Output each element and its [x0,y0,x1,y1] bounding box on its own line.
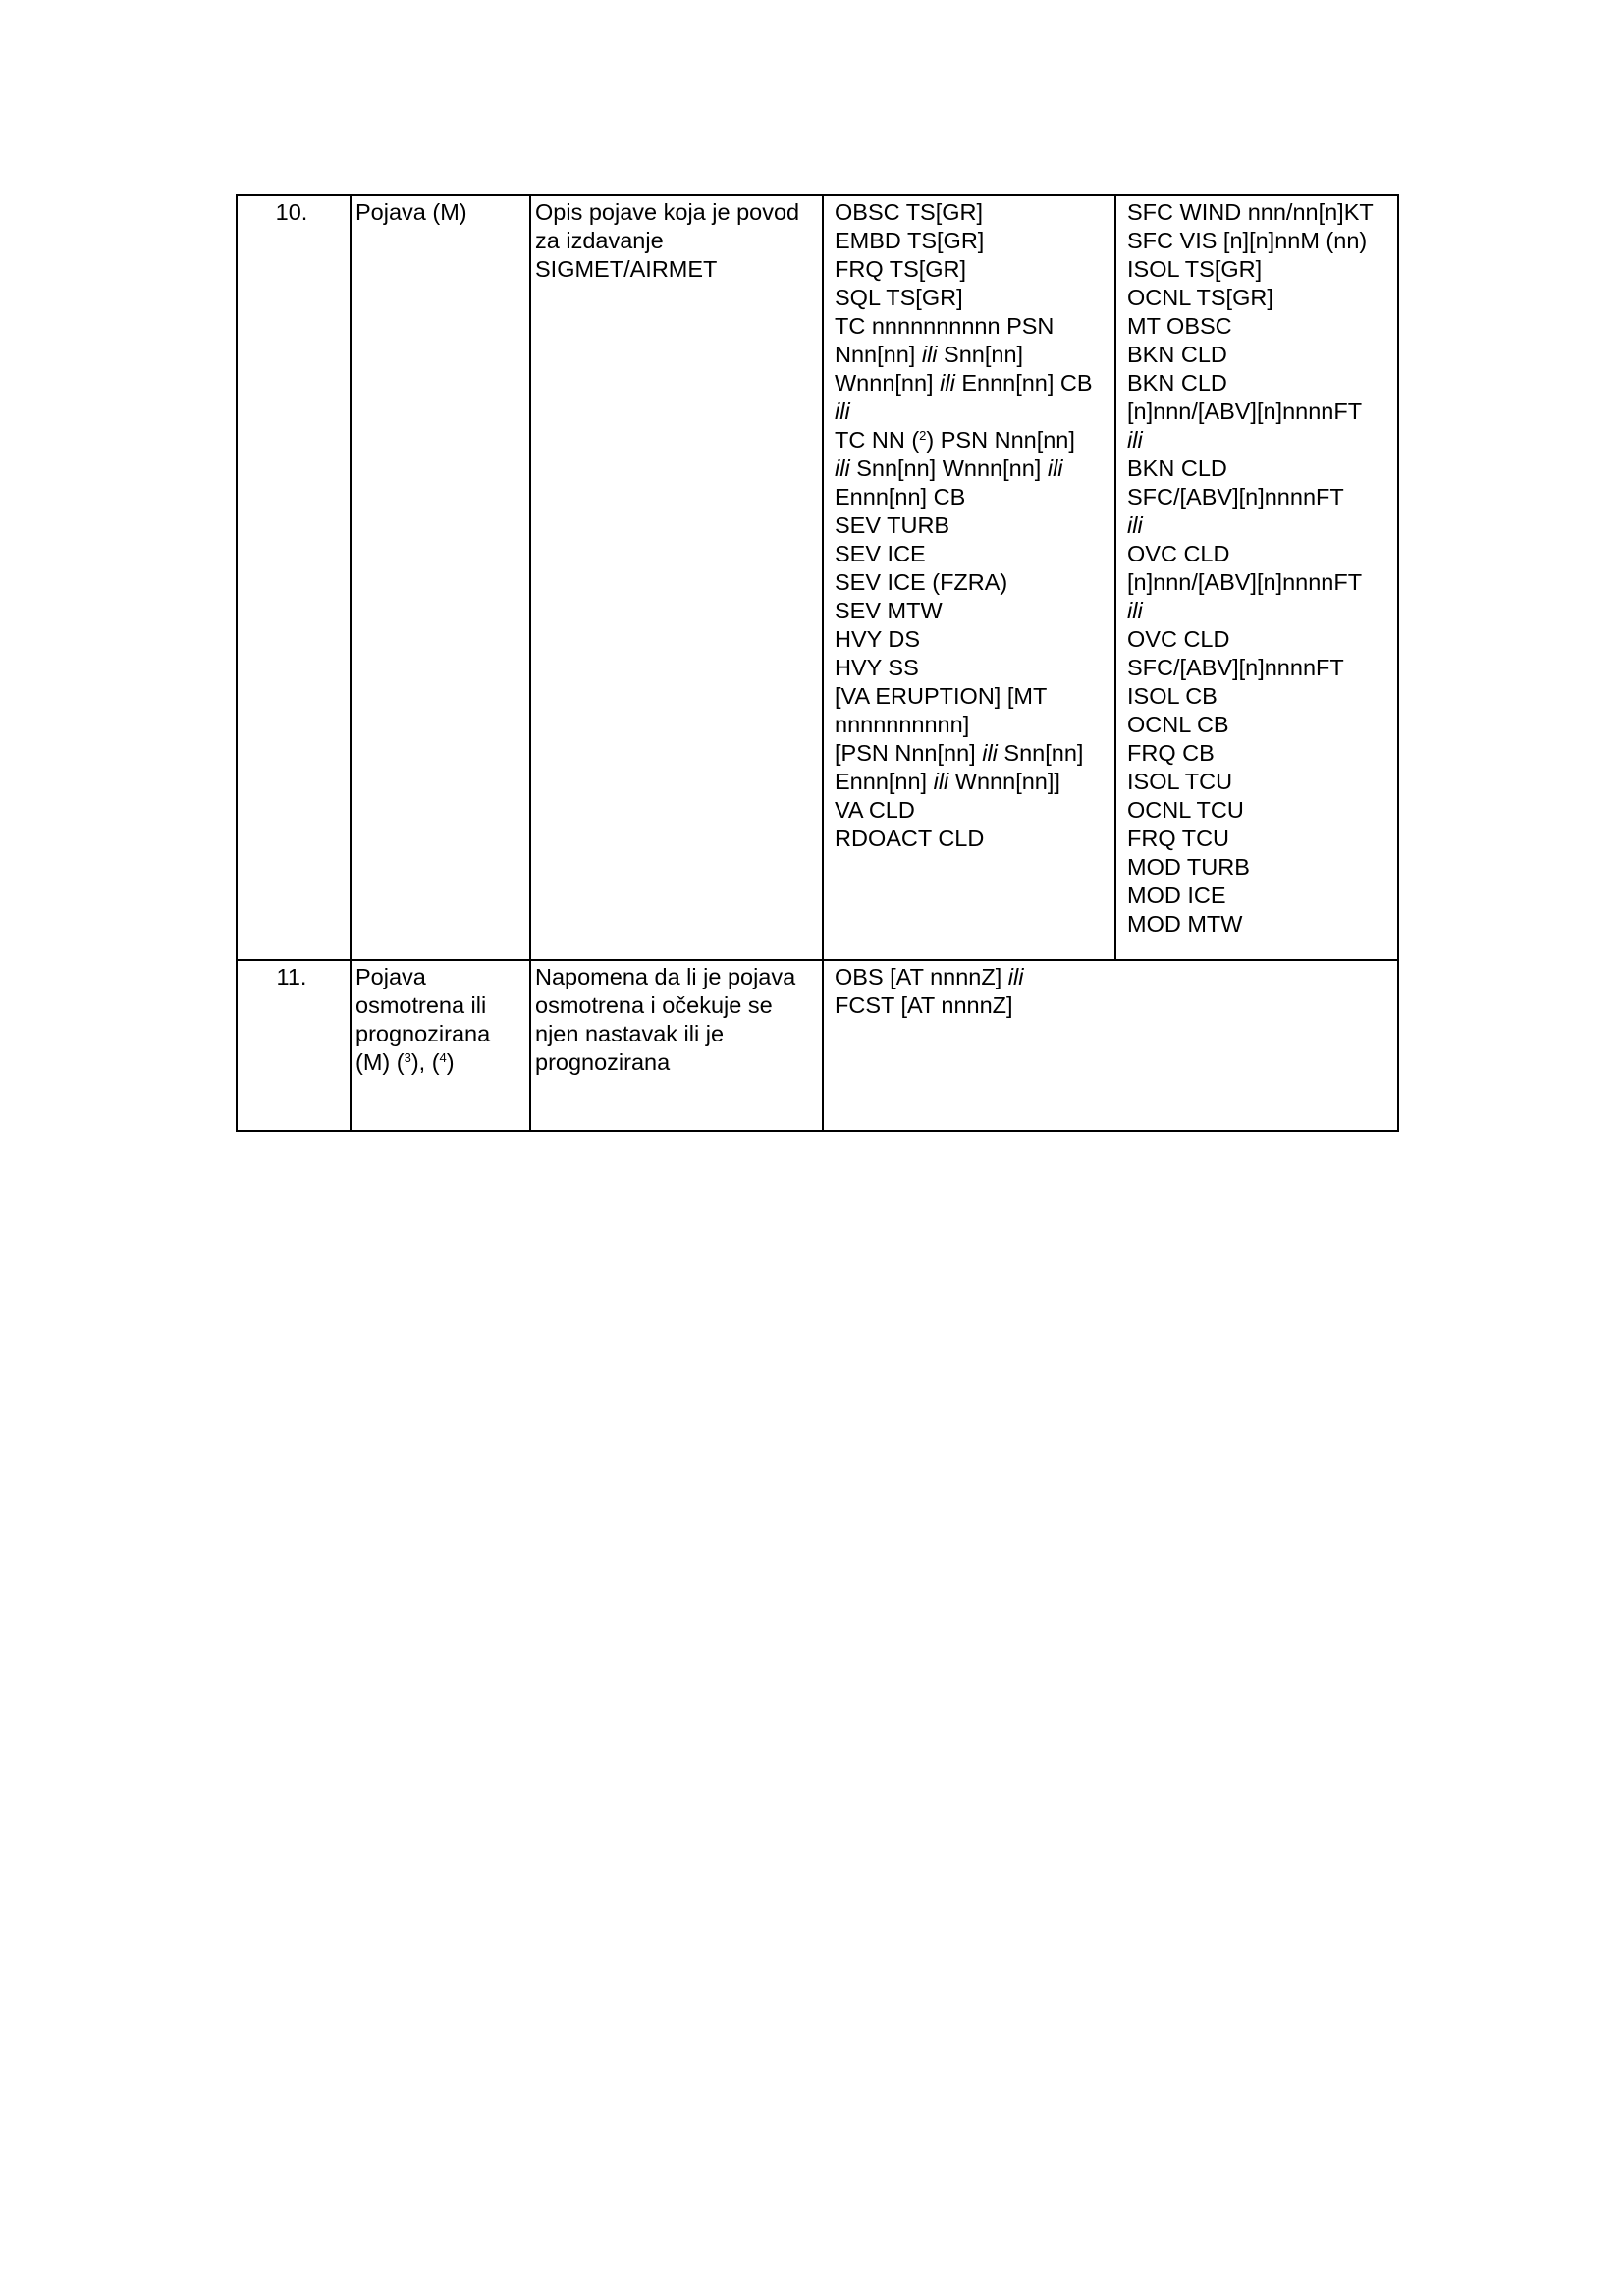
text-line: njen nastavak ili je [535,1021,725,1046]
text-line: Pojava [355,964,426,989]
text-line: SEV MTW [835,598,943,623]
text-line: BKN CLD [1127,342,1227,367]
text-line: FRQ CB [1127,740,1215,766]
text-line: BKN CLD [1127,370,1227,396]
text-line: ISOL TS[GR] [1127,256,1263,282]
element-description [530,960,823,1131]
text-line: OCNL CB [1127,712,1229,737]
italic-text: ili [1007,964,1024,989]
footnote-ref: 4 [439,1050,447,1065]
row-number: 10. [237,195,351,960]
text-line: osmotrena i očekuje se [535,992,773,1018]
text-line: Opis pojave koja je povod [535,199,800,225]
text-line: MOD TURB [1127,854,1250,880]
text-line: osmotrena ili [355,992,487,1018]
text-line [1127,426,1393,454]
text-line: prognozirana [355,1021,491,1046]
text-line: ISOL CB [1127,683,1218,709]
text-line: SFC VIS [n][n]nnM (nn) [1127,228,1368,253]
text-line: OVC CLD [1127,541,1230,566]
text-line: RDOACT CLD [835,826,985,851]
italic-text: ili [940,370,955,396]
footnote-ref: 3 [404,1050,411,1065]
text-line: Ennn[nn] CB [835,484,966,509]
text-line: [n]nnn/[ABV][n]nnnnFT [1127,569,1363,595]
text-line: SEV ICE [835,541,926,566]
italic-text: ili [835,455,850,481]
text-line: [VA ERUPTION] [MT [835,683,1048,709]
text-line: (M) ($^3$), ($^4$) [355,1049,455,1075]
footnote-ref: 2 [919,428,927,443]
text-line: FRQ TCU [1127,826,1230,851]
text-line: SIGMET/AIRMET [535,256,718,282]
italic-text: ili [835,399,850,424]
text-line: ili Snn[nn] Wnnn[nn] ili [835,455,1063,481]
row-number: 11. [237,960,351,1131]
text-line: Wnnn[nn] ili Ennn[nn] CB [835,370,1093,396]
italic-text: ili [1047,455,1063,481]
combined-template-cell [823,960,1398,1131]
text-line [1127,511,1393,540]
text-line: OBS [AT nnnnZ] ili [835,964,1024,989]
airmet-template-cell [1115,195,1398,960]
sigmet-template-cell [823,195,1115,960]
text-line: SFC/[ABV][n]nnnnFT [1127,484,1344,509]
text-line: prognozirana [535,1049,671,1075]
text-line: VA CLD [835,797,915,823]
text-line: SFC/[ABV][n]nnnnFT [1127,655,1344,680]
text-line: OCNL TCU [1127,797,1244,823]
element-name: Pojava (M) [351,195,530,960]
element-description [530,195,823,960]
text-line: MT OBSC [1127,313,1232,339]
text-line: MOD MTW [1127,911,1243,936]
italic-text: ili [921,342,938,367]
text-line: EMBD TS[GR] [835,228,985,253]
text-line: MOD ICE [1127,882,1226,908]
text-line: nnnnnnnnnn] [835,712,970,737]
italic-text: ili [933,769,949,794]
table-row [237,960,1398,1131]
italic-text: ili [1127,598,1143,623]
italic-text: ili [1127,512,1143,538]
table-row [237,195,1398,960]
text-line: Nnn[nn] ili Snn[nn] [835,342,1024,367]
text-line: FCST [AT nnnnZ] [835,992,1013,1018]
text-line: [PSN Nnn[nn] ili Snn[nn] [835,740,1084,766]
text-line: [n]nnn/[ABV][n]nnnnFT [1127,399,1363,424]
text-line: HVY SS [835,655,919,680]
text-line: OBSC TS[GR] [835,199,984,225]
text-line: TC nnnnnnnnnn PSN [835,313,1055,339]
text-line: FRQ TS[GR] [835,256,967,282]
text-line: SQL TS[GR] [835,285,963,310]
text-line: OCNL TS[GR] [1127,285,1273,310]
text-line [835,398,1110,426]
text-line: HVY DS [835,626,921,652]
text-line: ISOL TCU [1127,769,1233,794]
text-line: Napomena da li je pojava [535,964,796,989]
text-line: SEV ICE (FZRA) [835,569,1008,595]
text-line: za izdavanje [535,228,664,253]
text-line: TC NN ($^2$) PSN Nnn[nn] [835,427,1075,453]
italic-text: ili [982,740,998,766]
text-line: SFC WIND nnn/nn[n]KT [1127,199,1374,225]
italic-text: ili [1127,427,1143,453]
text-line: SEV TURB [835,512,950,538]
sigmet-airmet-table [236,194,1399,1132]
element-name [351,960,530,1131]
text-line: OVC CLD [1127,626,1230,652]
text-line: Ennn[nn] ili Wnnn[nn]] [835,769,1060,794]
text-line [1127,597,1393,625]
text-line: BKN CLD [1127,455,1227,481]
